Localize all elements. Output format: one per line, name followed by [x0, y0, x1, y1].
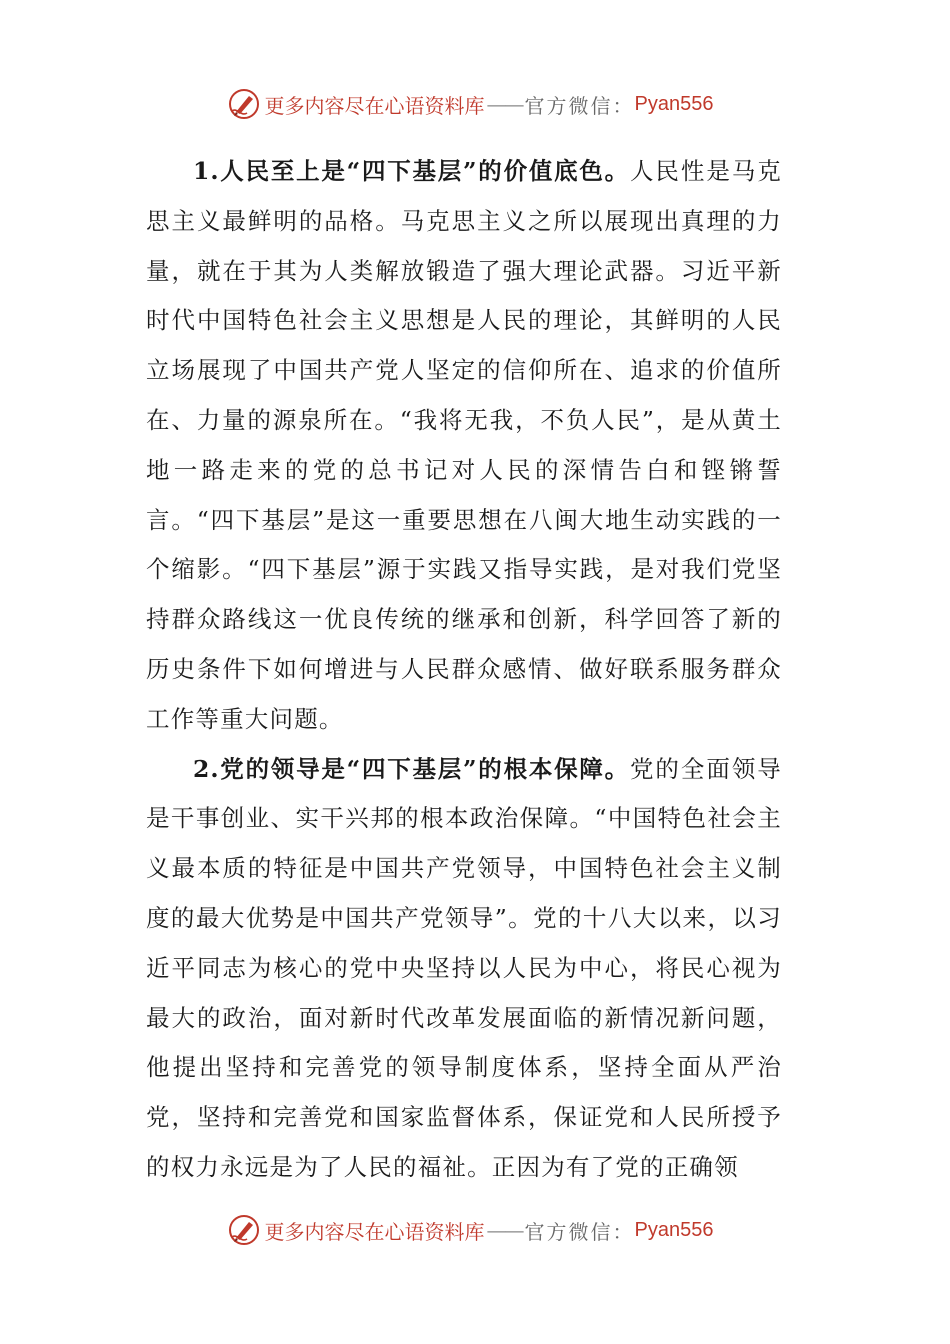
- paragraph-2-text: 党的全面领导是干事创业、实干兴邦的根本政治保障。“中国特色社会主义最本质的特征是中国共产党领导，中国特色社会主义制度的最大优势是中国共产党领导”。党的十八大以来，以习近平同志为核心的党中央坚持以人民为中心，将民心视为最大的政治，面对新时代改革发展面临的新情况新问题，他提出坚持和完善党的领导制度体系，坚持全面从严治党，坚持和完善党和国家监督体系，保证党和人民所授予的权力永远是为了人民的福祉。正因为有了党的正确领: [146, 754, 782, 1181]
- watermark-group: [227, 1213, 714, 1247]
- watermark-dash: ——: [486, 1218, 523, 1242]
- paragraph-1-text: 人民性是马克思主义最鲜明的品格。马克思主义之所以展现出真理的力量，就在于其为人类解放锻造了强大理论武器。习近平新时代中国特色社会主义思想是人民的理论，其鲜明的人民立场展现了中国共产党人坚定的信仰所在、追求的价值所在、力量的源泉所在。“我将无我，不负人民”，是从黄土地一路走来的党的总书记对人民的深情告白和铿锵誓言。“四下基层”是这一重要思想在八闽大地生动实践的一个缩影。“四下基层”源于实践又指导实践，是对我们党坚持群众路线这一优良传统的继承和创新，科学回答了新的历史条件下如何增进与人民群众感情、做好联系服务群众工作等重大问题。: [146, 157, 782, 733]
- paragraph-2-heading: 2.党的领导是“四下基层”的根本保障。: [193, 754, 630, 783]
- watermark-text: 更多内容尽在心语资料库: [264, 1219, 485, 1244]
- footer-watermark: [0, 1210, 950, 1250]
- paragraph-2: [146, 745, 782, 1193]
- watermark-label: 官方微信：: [524, 93, 635, 118]
- header-watermark: [0, 84, 950, 124]
- paragraph-1-heading: 1.人民至上是“四下基层”的价值底色。: [193, 157, 630, 185]
- pen-logo-icon: [227, 1213, 261, 1247]
- watermark-dash: ——: [486, 92, 523, 116]
- watermark-label: 官方微信：: [524, 1219, 635, 1244]
- watermark-id: Pyan556: [634, 92, 714, 115]
- watermark-group: [227, 87, 714, 121]
- paragraph-1: [146, 147, 782, 745]
- document-body: [146, 147, 782, 1193]
- watermark-text: 更多内容尽在心语资料库: [264, 93, 485, 118]
- watermark-id: Pyan556: [634, 1218, 714, 1241]
- pen-logo-icon: [227, 87, 261, 121]
